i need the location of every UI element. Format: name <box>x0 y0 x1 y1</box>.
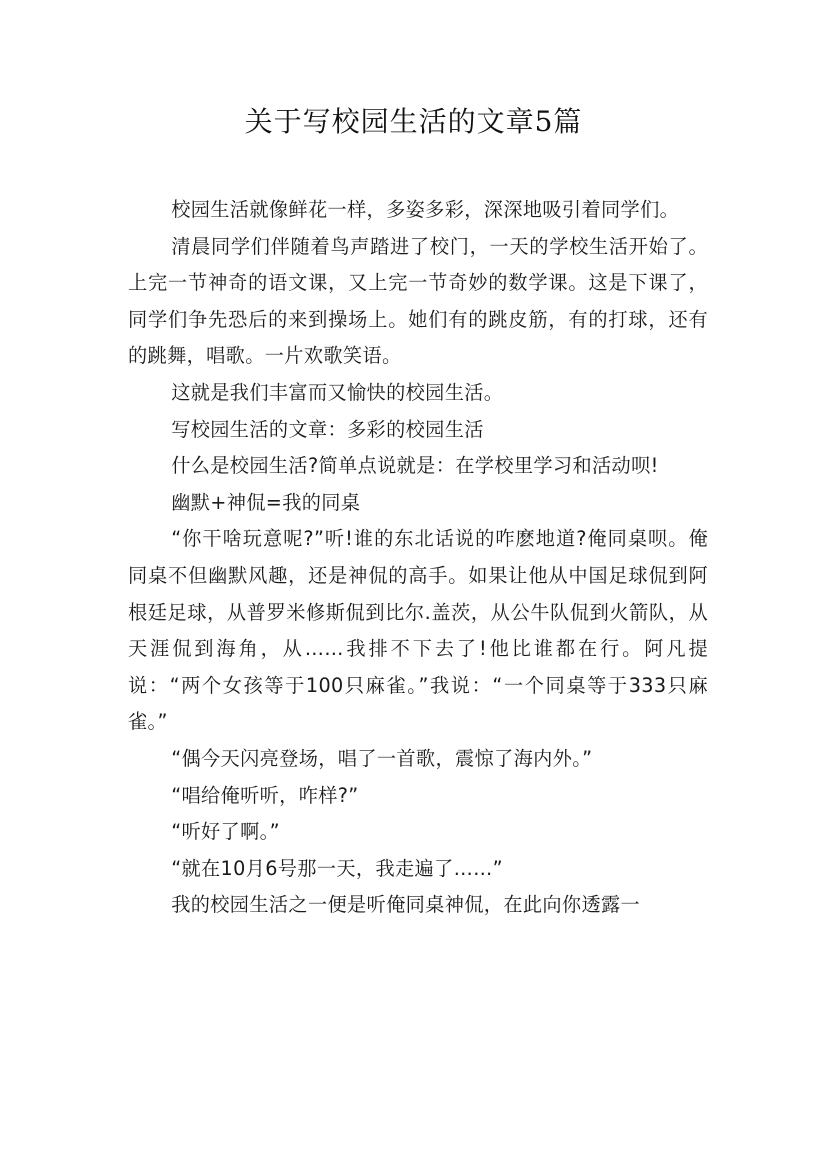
subsection-heading: 幽默+神侃=我的同桌 <box>171 490 361 514</box>
paragraph: “你干啥玩意呢?”听!谁的东北话说的咋麽地道?俺同桌呗。俺同桌不但幽默风趣，还是神侃的高手。如果让他从中国足球侃到阿根廷足球，从普罗米修斯侃到比尔.盖茨，从公牛队侃到火箭队，从天涯侃到海角，从……我排不下去了!他比谁都在行。阿凡提说：“两个女孩等于100只麻雀。”我说：“一个同桌等于333只麻雀。” <box>128 527 708 734</box>
paragraph: 这就是我们丰富而又愉快的校园生活。 <box>171 380 504 404</box>
section-heading: 写校园生活的文章：多彩的校园生活 <box>171 417 484 441</box>
paragraph: 我的校园生活之一便是听俺同桌神侃，在此向你透露一 <box>171 893 641 917</box>
dialogue-line: “唱给俺听听，咋样?” <box>171 783 359 807</box>
document-title: 关于写校园生活的文章5篇 <box>244 105 583 138</box>
dialogue-line: “就在10月6号那一天，我走遍了……” <box>171 856 503 880</box>
paragraph: 清晨同学们伴随着鸟声踏进了校门，一天的学校生活开始了。上完一节神奇的语文课，又上完一节奇妙的数学课。这是下课了，同学们争先恐后的来到操场上。她们有的跳皮筋，有的打球，还有的跳舞，唱歌。一片欢歌笑语。 <box>128 234 708 368</box>
dialogue-line: “听好了啊。” <box>171 820 280 844</box>
paragraph: 什么是校园生活?简单点说就是：在学校里学习和活动呗! <box>171 454 659 478</box>
dialogue-line: “偶今天闪亮登场，唱了一首歌，震惊了海内外。” <box>171 746 593 770</box>
paragraph: 校园生活就像鲜花一样，多姿多彩，深深地吸引着同学们。 <box>171 198 680 221</box>
document-body <box>128 192 708 924</box>
